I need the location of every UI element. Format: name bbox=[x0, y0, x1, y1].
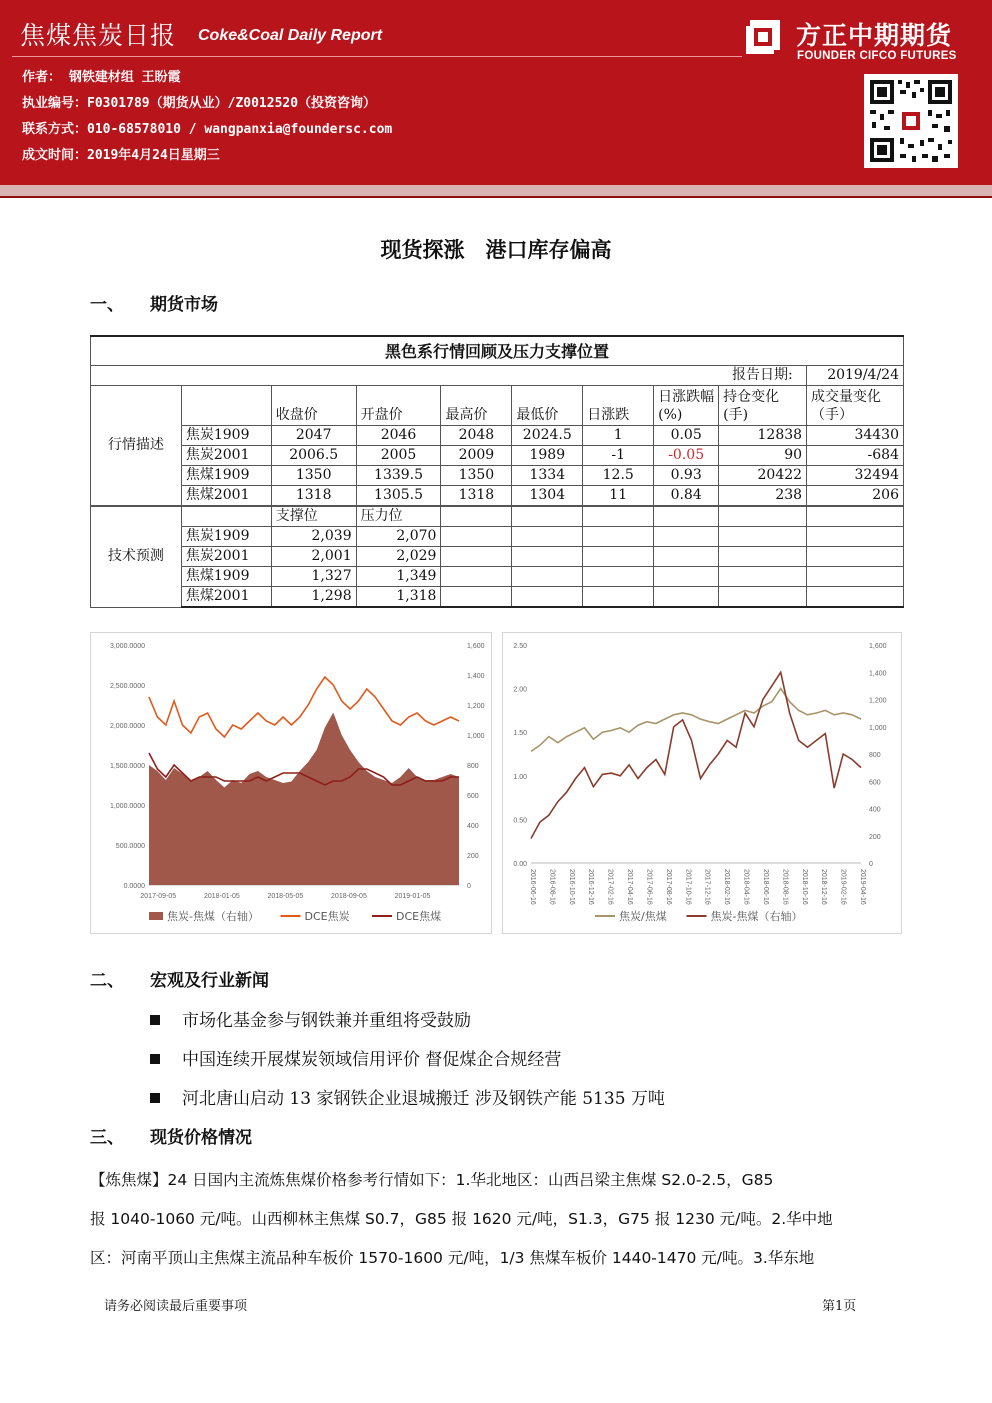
low-price: 2024.5 bbox=[512, 426, 583, 446]
y-axis-right-tick: 800 bbox=[467, 763, 479, 770]
daily-change: 1 bbox=[583, 426, 654, 446]
founder-logo-icon bbox=[744, 18, 782, 56]
contract-name: 焦煤2001 bbox=[181, 486, 271, 507]
qr-code-icon bbox=[864, 74, 958, 168]
y-axis-right-tick: 1,200 bbox=[869, 697, 887, 705]
x-axis-tick: 2018-09-05 bbox=[331, 893, 367, 900]
column-header: 压力位 bbox=[356, 506, 441, 527]
y-axis-right-tick: 1,600 bbox=[869, 643, 887, 650]
daily-change-pct: -0.05 bbox=[654, 446, 719, 466]
table-row bbox=[91, 587, 904, 608]
contract-name: 焦炭1909 bbox=[181, 426, 271, 446]
header-rule bbox=[12, 56, 742, 57]
low-price: 1334 bbox=[512, 466, 583, 486]
x-axis-tick: 2018-10-16 bbox=[800, 869, 808, 905]
y-axis-right-tick: 800 bbox=[869, 752, 881, 759]
x-axis-tick: 2017-06-16 bbox=[645, 869, 653, 905]
open-price: 1339.5 bbox=[356, 466, 441, 486]
column-header: 最高价 bbox=[441, 386, 512, 426]
close-price: 2047 bbox=[271, 426, 356, 446]
low-price: 1989 bbox=[512, 446, 583, 466]
x-axis-tick: 2016-10-16 bbox=[567, 869, 575, 905]
legend-swatch bbox=[149, 912, 163, 920]
report-subtitle: Coke&Coal Daily Report bbox=[198, 27, 383, 44]
close-price: 1318 bbox=[271, 486, 356, 507]
daily-change-pct: 0.05 bbox=[654, 426, 719, 446]
volume-change: -684 bbox=[807, 446, 904, 466]
x-axis-tick: 2018-05-05 bbox=[267, 893, 304, 900]
chart-2-svg bbox=[503, 633, 901, 933]
x-axis-tick: 2019-04-16 bbox=[859, 869, 866, 905]
x-axis-tick: 2017-09-05 bbox=[140, 893, 177, 900]
close-price: 1350 bbox=[271, 466, 356, 486]
table-row bbox=[91, 426, 904, 446]
daily-change-pct: 0.93 bbox=[654, 466, 719, 486]
news-item[interactable] bbox=[150, 1006, 471, 1031]
y-axis-left-tick: 2,500.0000 bbox=[109, 683, 145, 690]
series-line bbox=[531, 689, 861, 752]
low-price: 1304 bbox=[512, 486, 583, 507]
volume-change: 34430 bbox=[807, 426, 904, 446]
table-row bbox=[91, 547, 904, 567]
daily-change: 11 bbox=[583, 486, 654, 507]
daily-change-pct: 0.84 bbox=[654, 486, 719, 507]
column-header: 收盘价 bbox=[271, 386, 356, 426]
y-axis-right-tick: 1,000 bbox=[869, 724, 887, 732]
resistance-level: 1,318 bbox=[356, 587, 441, 608]
group-label-market: 行情描述 bbox=[91, 386, 182, 507]
legend-label: DCE焦炭 bbox=[304, 910, 350, 923]
x-axis-tick: 2019-02-16 bbox=[839, 869, 847, 905]
close-price: 2006.5 bbox=[271, 446, 356, 466]
news-item[interactable] bbox=[150, 1045, 561, 1070]
open-interest-change: 20422 bbox=[719, 466, 807, 486]
y-axis-left-tick: 2.00 bbox=[513, 686, 527, 694]
chart-coke-coal-ratio bbox=[502, 632, 902, 934]
x-axis-tick: 2017-10-16 bbox=[684, 869, 692, 905]
x-axis-tick: 2018-12-16 bbox=[820, 869, 828, 905]
y-axis-left-tick: 1.00 bbox=[513, 773, 527, 781]
x-axis-tick: 2018-04-16 bbox=[742, 869, 750, 905]
support-level: 2,001 bbox=[271, 547, 356, 567]
high-price: 2009 bbox=[441, 446, 512, 466]
series-area bbox=[149, 713, 459, 886]
x-axis-tick: 2019-01-05 bbox=[394, 893, 431, 900]
news-headline: 河北唐山启动 13 家钢铁企业退城搬迁 涉及钢铁产能 5135 万吨 bbox=[182, 1089, 665, 1109]
report-date: 2019/4/24 bbox=[807, 366, 904, 386]
y-axis-left-tick: 0.00 bbox=[513, 861, 527, 868]
spot-price-paragraph bbox=[90, 1161, 905, 1278]
paragraph-line: 【炼焦煤】24 日国内主流炼焦煤价格参考行情如下：1.华北地区：山西吕梁主焦煤 S2.0-2.5，G85 bbox=[90, 1171, 774, 1189]
support-level: 1,298 bbox=[271, 587, 356, 608]
high-price: 2048 bbox=[441, 426, 512, 446]
y-axis-right-tick: 1,200 bbox=[467, 703, 485, 710]
column-header: 支撑位 bbox=[271, 506, 356, 527]
section-label: 宏观及行业新闻 bbox=[150, 971, 269, 991]
y-axis-right-tick: 400 bbox=[869, 806, 881, 814]
y-axis-left-tick: 1,500.0000 bbox=[109, 763, 145, 770]
table-row bbox=[91, 567, 904, 587]
y-axis-right-tick: 600 bbox=[467, 793, 479, 800]
legend-label: 焦炭-焦煤（右轴） bbox=[167, 910, 259, 923]
legend-label: DCE焦煤 bbox=[396, 910, 442, 923]
open-price: 1305.5 bbox=[356, 486, 441, 507]
y-axis-right-tick: 0 bbox=[467, 883, 471, 890]
series-line bbox=[531, 672, 861, 838]
table-row bbox=[91, 446, 904, 466]
section-label: 现货价格情况 bbox=[150, 1128, 252, 1148]
contract-name: 焦煤2001 bbox=[181, 587, 271, 608]
x-axis-tick: 2017-12-16 bbox=[703, 869, 711, 905]
y-axis-left-tick: 500.0000 bbox=[115, 843, 145, 850]
contract-name: 焦炭2001 bbox=[181, 446, 271, 466]
x-axis-tick: 2017-04-16 bbox=[626, 869, 634, 905]
high-price: 1318 bbox=[441, 486, 512, 507]
table-row bbox=[91, 527, 904, 547]
market-table bbox=[90, 335, 904, 608]
x-axis-tick: 2018-02-16 bbox=[723, 869, 731, 905]
open-interest-change: 238 bbox=[719, 486, 807, 507]
x-axis-tick: 2016-06-16 bbox=[529, 869, 536, 905]
support-level: 1,327 bbox=[271, 567, 356, 587]
y-axis-right-tick: 1,400 bbox=[869, 670, 887, 678]
y-axis-right-tick: 400 bbox=[467, 823, 479, 830]
section-heading-news bbox=[90, 966, 269, 991]
resistance-level: 2,070 bbox=[356, 527, 441, 547]
series-line bbox=[149, 677, 459, 737]
open-price: 2046 bbox=[356, 426, 441, 446]
section-heading-futures bbox=[90, 290, 218, 315]
y-axis-right-tick: 200 bbox=[467, 853, 479, 860]
bullet-square-icon bbox=[150, 1015, 160, 1025]
bullet-square-icon bbox=[150, 1054, 160, 1064]
report-date-label: 报告日期: bbox=[719, 366, 807, 386]
contact-line[interactable]: 联系方式：010-68578010 / wangpanxia@foundersc.com bbox=[22, 122, 393, 137]
paragraph-line: 区：河南平顶山主焦煤主流品种车板价 1570-1600 元/吨，1/3 焦煤车板价 1440-1470 元/吨。3.华东地 bbox=[90, 1249, 815, 1267]
section-label: 期货市场 bbox=[150, 295, 218, 315]
y-axis-left-tick: 2.50 bbox=[513, 643, 527, 650]
resistance-level: 1,349 bbox=[356, 567, 441, 587]
news-headline: 中国连续开展煤炭领域信用评价 督促煤企合规经营 bbox=[182, 1050, 562, 1070]
volume-change: 32494 bbox=[807, 466, 904, 486]
column-header: 日涨跌幅 (%) bbox=[654, 386, 719, 426]
y-axis-right-tick: 1,600 bbox=[467, 643, 485, 650]
news-headline: 市场化基金参与钢铁兼并重组将受鼓励 bbox=[182, 1011, 471, 1031]
x-axis-tick: 2016-08-16 bbox=[548, 869, 556, 905]
author-line: 作者： 钢铁建材组 王盼霞 bbox=[22, 70, 181, 85]
table-row bbox=[91, 466, 904, 486]
license-line: 执业编号：F0301789（期货从业）/Z0012520（投资咨询） bbox=[22, 96, 377, 111]
paragraph-line: 报 1040-1060 元/吨。山西柳林主焦煤 S0.7，G85 报 1620 元/吨，S1.3，G75 报 1230 元/吨。2.华中地 bbox=[90, 1210, 833, 1228]
x-axis-tick: 2018-01-05 bbox=[203, 893, 240, 900]
y-axis-left-tick: 1,000.0000 bbox=[109, 803, 145, 810]
x-axis-tick: 2018-06-16 bbox=[761, 869, 769, 905]
y-axis-left-tick: 2,000.0000 bbox=[109, 723, 145, 730]
bullet-square-icon bbox=[150, 1093, 160, 1103]
x-axis-tick: 2017-08-16 bbox=[664, 869, 672, 905]
x-axis-tick: 2017-02-16 bbox=[606, 869, 614, 905]
section-heading-spot bbox=[90, 1123, 252, 1148]
y-axis-right-tick: 1,000 bbox=[467, 733, 485, 740]
y-axis-right-tick: 0 bbox=[869, 861, 873, 868]
y-axis-right-tick: 200 bbox=[869, 833, 881, 841]
high-price: 1350 bbox=[441, 466, 512, 486]
daily-change: 12.5 bbox=[583, 466, 654, 486]
section-number: 二、 bbox=[90, 971, 124, 991]
group-label-technical: 技术预测 bbox=[91, 506, 182, 607]
contract-name: 焦煤1909 bbox=[181, 567, 271, 587]
open-interest-change: 90 bbox=[719, 446, 807, 466]
chart-1-svg bbox=[91, 633, 491, 933]
column-header: 最低价 bbox=[512, 386, 583, 426]
y-axis-left-tick: 0.50 bbox=[513, 817, 527, 825]
news-item[interactable] bbox=[150, 1084, 665, 1109]
logo-english-name: FOUNDER CIFCO FUTURES bbox=[797, 50, 957, 62]
section-number: 三、 bbox=[90, 1128, 124, 1148]
column-header: 持仓变化 (手) bbox=[719, 386, 807, 426]
y-axis-right-tick: 1,400 bbox=[467, 673, 485, 680]
page-title: 现货探涨 港口库存偏高 bbox=[380, 238, 612, 262]
resistance-level: 2,029 bbox=[356, 547, 441, 567]
page-number: 第1页 bbox=[822, 1299, 857, 1314]
table-title: 黑色系行情回顾及压力支撑位置 bbox=[91, 336, 904, 366]
column-header: 日涨跌 bbox=[583, 386, 654, 426]
section-number: 一、 bbox=[90, 295, 124, 315]
open-interest-change: 12838 bbox=[719, 426, 807, 446]
contract-name: 焦煤1909 bbox=[181, 466, 271, 486]
report-title: 焦煤焦炭日报 bbox=[20, 21, 177, 50]
table-row bbox=[91, 486, 904, 507]
y-axis-right-tick: 600 bbox=[869, 779, 881, 787]
logo-chinese-name: 方正中期期货 bbox=[796, 21, 953, 50]
chart-coke-coal-prices bbox=[90, 632, 492, 934]
column-header: 成交量变化 （手） bbox=[807, 386, 904, 426]
date-line: 成文时间：2019年4月24日星期三 bbox=[22, 148, 220, 163]
y-axis-left-tick: 1.50 bbox=[513, 730, 527, 738]
y-axis-left-tick: 3,000.0000 bbox=[109, 643, 145, 650]
volume-change: 206 bbox=[807, 486, 904, 507]
legend-label: 焦炭-焦煤（右轴） bbox=[710, 910, 803, 923]
x-axis-tick: 2018-08-16 bbox=[781, 869, 789, 905]
column-header: 开盘价 bbox=[356, 386, 441, 426]
y-axis-left-tick: 0.0000 bbox=[123, 883, 145, 890]
daily-change: -1 bbox=[583, 446, 654, 466]
legend-label: 焦炭/焦煤 bbox=[619, 910, 667, 923]
header-divider bbox=[0, 196, 992, 198]
support-level: 2,039 bbox=[271, 527, 356, 547]
contract-name: 焦炭1909 bbox=[181, 527, 271, 547]
contract-name: 焦炭2001 bbox=[181, 547, 271, 567]
open-price: 2005 bbox=[356, 446, 441, 466]
x-axis-tick: 2016-12-16 bbox=[587, 869, 595, 905]
footer-disclaimer: 请务必阅读最后重要事项 bbox=[104, 1299, 248, 1314]
